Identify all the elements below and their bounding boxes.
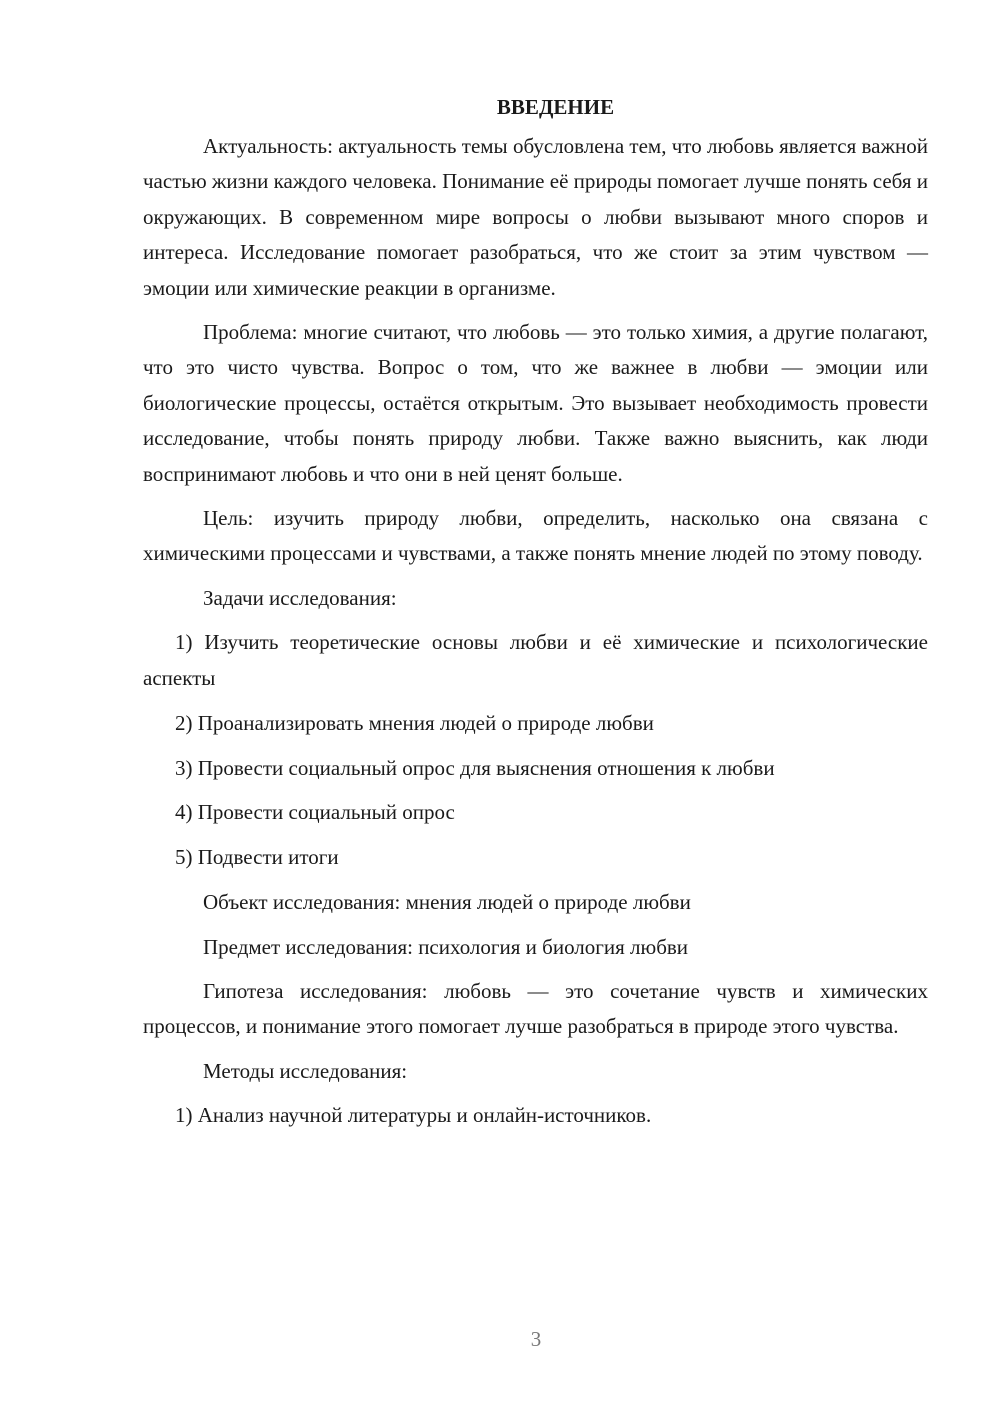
research-subject: Предмет исследования: психология и биология любви	[203, 934, 689, 959]
paragraph-relevance: Актуальность: актуальность темы обусловлена тем, что любовь является важной частью жизни каждого человека. Понимание её природы помогает лучше понять себя и окружающих. В современном мире вопросы о любви вызывают много споров и интереса. Исследование помогает разобраться, что же стоит за этим чувством — эмоции или химические реакции в организме.	[143, 134, 928, 300]
methods-heading: Методы исследования:	[203, 1058, 408, 1083]
method-item-1: 1) Анализ научной литературы и онлайн-источников.	[175, 1103, 652, 1128]
task-item-3: 3) Провести социальный опрос для выяснения отношения к любви	[175, 755, 775, 780]
research-hypothesis: Гипотеза исследования: любовь — это сочетание чувств и химических процессов, и понимание этого помогает лучше разобраться в природе этого чувства.	[143, 979, 928, 1039]
task-item-4: 4) Провести социальный опрос	[175, 800, 455, 825]
task-item-5: 5) Подвести итоги	[175, 845, 339, 870]
tasks-heading: Задачи исследования:	[203, 585, 397, 610]
task-item-1: 1) Изучить теоретические основы любви и её химические и психологические аспекты	[143, 630, 928, 690]
paragraph-problem: Проблема: многие считают, что любовь — это только химия, а другие полагают, что это чисто чувства. Вопрос о том, что же важнее в любви — эмоции или биологические процессы, остаётся открытым. Это вызывает необходимость провести исследование, чтобы понять природу любви. Также важно выяснить, как люди воспринимают любовь и что они в ней ценят больше.	[143, 320, 928, 486]
research-object: Объект исследования: мнения людей о природе любви	[203, 890, 691, 915]
page-title: ВВЕДЕНИЕ	[496, 95, 615, 119]
paragraph-goal: Цель: изучить природу любви, определить, насколько она связана с химическими процессами и чувствами, а также понять мнение людей по этому поводу.	[143, 506, 928, 566]
task-item-2: 2) Проанализировать мнения людей о природе любви	[175, 710, 654, 735]
page-number: 3	[530, 1327, 542, 1351]
page-content	[143, 90, 928, 1143]
